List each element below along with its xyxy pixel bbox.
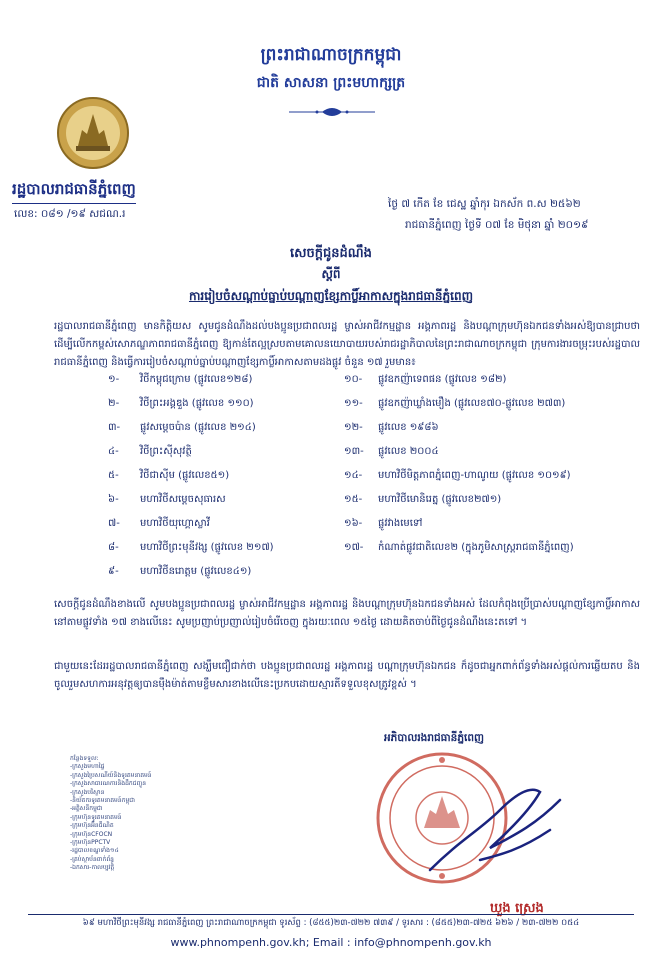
street-number: ១០- [344, 374, 363, 385]
recipients-list [70, 755, 220, 873]
recipient-item: -ក្រុមហ៊ុនCFOCN [70, 830, 113, 838]
street-name: ផ្លូវលេខ ២០០៤ [378, 446, 439, 457]
street-name: ផ្លូវវាងមេទៅ [378, 518, 423, 529]
solar-date: រាជធានីភ្នំពេញ ថ្ងៃទី ០៧ ខែ មិថុនា ឆ្នាំ ២០១៩ [405, 219, 589, 231]
street-name: វិថីព្រះអង្គឌួង (ផ្លូវលេខ ១១០) [140, 398, 254, 409]
street-number: ៧- [108, 518, 120, 529]
recipient-item: -ក្រុមហ៊ុនអ៊ីនធឺណិត [70, 822, 114, 830]
street-number: ១៦- [344, 518, 363, 529]
signatory-title: អភិបាលរងរាជធានីភ្នំពេញ [384, 732, 484, 744]
street-name: មហាវិថីនរោត្តម (ផ្លូវលេខ៤១) [140, 566, 252, 577]
notice-subject: ការរៀបចំសណ្តាប់ធ្នាប់បណ្តាញខ្សែកាប្លិ៍អាកាសក្នុងរាជធានីភ្នំពេញ [188, 289, 473, 303]
street-number: ៩- [108, 566, 119, 577]
street-name: មហាវិថីមិត្តភាពភ្នំពេញ-ហាណូយ (ផ្លូវលេខ ១០១៩) [378, 470, 571, 481]
lunar-date: ថ្ងៃ ៧ កើត ខែ ជេស្ឋ ឆ្នាំកុរ ឯកស័ក ព.ស ២៥៦២ [388, 198, 581, 210]
street-number: ២- [108, 398, 120, 409]
recipient-item: -ក្រសួងសាធារណការនិងដឹកជញ្ជូន [70, 780, 147, 788]
street-number: ១៣- [344, 446, 364, 457]
street-name: ផ្លូវឧកញ៉ាទេពផន (ផ្លូវលេខ ១៨២) [378, 374, 507, 385]
notice-title: សេចក្តីជូនដំណឹង [290, 246, 372, 261]
closing-paragraph: ជាមួយនេះដែររដ្ឋបាលរាជធានីភ្នំពេញ សង្ឃឹមជឿជាក់ថា បងប្អូនប្រជាពលរដ្ឋ អង្គភាពរដ្ឋ បណ្តាក្រុមហ៊ុនឯកជន ក៏ដូចជាអ្នកពាក់ព័ន្ធទាំងអស់ផ្តល់ការឆ្លើយតប និងចូលរួមសហការអនុវត្តឲ្យបានម៉ឺងម៉ាត់តាមខ្លឹមសារខាងលើនេះប្រកបដោយស្មារតីទទួលខុសត្រូវខ្ពស់ ។ [54, 661, 640, 690]
street-name: ផ្លូវលេខ ១៩៨៦ [378, 422, 439, 433]
street-number: ១១- [344, 398, 363, 409]
street-name: មហាវិថីមោនិរេត្ន (ផ្លូវលេខ២៧១) [378, 494, 502, 505]
street-name: មហាវិថីសម្តេចសុធារស [140, 494, 226, 505]
street-name: ផ្លូវឧកញ៉ាឃ្លាំងមឿង (ផ្លូវលេខ៧០-ផ្លូវលេខ ២៧៣) [378, 398, 566, 409]
recipient-item: -គ្រប់ស្ថាប័នពាក់ព័ន្ធ [70, 855, 114, 863]
street-number: ១៤- [344, 470, 363, 481]
street-name: វិថីជាស៊ីម (ផ្លូវលេខ៥១) [140, 470, 230, 481]
footer-website: www.phnompenh.gov.kh; Email : info@phnompenh.gov.kh [170, 936, 492, 949]
street-number: ៦- [108, 494, 119, 505]
intro-paragraph: រដ្ឋបាលរាជធានីភ្នំពេញ មានកិត្តិយស សូមជូនដំណឹងដល់បងប្អូនប្រជាពលរដ្ឋ ម្ចាស់អាជីវកម្មដ្ឋាន អង្គភាពរដ្ឋ និងបណ្តាក្រុមហ៊ុនឯកជនទាំងអស់ឱ្យបានជ្រាបថា ដើម្បីលើកកម្ពស់សោភណ្ឌភាពរាជធានីភ្នំពេញ ឱ្យកាន់តែល្អស្របតាមគោលនយោបាយរបស់រាជរដ្ឋាភិបាលនៃព្រះរាជាណាចក្រកម្ពុជា ក្រុមការងារចម្រុះរបស់រដ្ឋបាលរាជធានីភ្នំពេញ និងធ្វើការរៀបចំសណ្តាប់ធ្នាប់បណ្តាញខ្សែកាប្លិ៍អាកាសតាមដងផ្លូវ ចំនួន ១៧ រួមមាន៖ [54, 321, 640, 368]
handwritten-signature [420, 770, 570, 890]
recipient-item: កន្លែងទទួល: [70, 755, 99, 762]
street-name: វិថីព្រះស៊ីសុវត្ថិ [140, 446, 192, 457]
signatory-name: ឃួង ស្រេង [490, 901, 544, 916]
recipient-item: -ឯកសារ-កាលប្បវត្តិ [70, 864, 115, 872]
street-number: ៥- [108, 470, 119, 481]
recipient-item: -ក្រសួងបរិស្ថាន [70, 788, 105, 796]
street-number: ៤- [108, 446, 119, 457]
instruction-paragraph: សេចក្តីជូនដំណឹងខាងលើ សូមបងប្អូនប្រជាពលរដ្ឋ ម្ចាស់អាជីវកម្មដ្ឋាន អង្គភាពរដ្ឋ និងបណ្តាក្រុមហ៊ុនឯកជនទាំងអស់ ដែលកំពុងប្រើប្រាស់បណ្តាញខ្សែកាប្លិ៍អាកាសនៅតាមផ្លូវទាំង ១៧ ខាងលើនេះ សូមប្រញាប់ប្រញាល់រៀបចំរើចេញ ក្នុងរយៈពេល ១៥ថ្ងៃ ដោយគិតចាប់ពីថ្ងៃជូនដំណឹងនេះតទៅ ។ [54, 599, 640, 628]
street-number: ៣- [108, 422, 121, 433]
street-number: ១៥- [344, 494, 363, 505]
kingdom-heading: ព្រះរាជាណាចក្រកម្ពុជា [260, 45, 402, 65]
notice-about: ស្តីពី [321, 267, 341, 281]
street-name: វិថីកម្ពុជក្រោម (ផ្លូវលេខ១២៨) [140, 374, 253, 385]
office-name: រដ្ឋបាលរាជធានីភ្នំពេញ [12, 180, 136, 204]
street-name: ផ្លូវសម្តេចប៉ាន (ផ្លូវលេខ ២១៤) [140, 422, 256, 433]
recipient-item: -ក្រសួងប្រៃសណីយ៍និងទូរគមនាគមន៍ [70, 771, 152, 779]
recipient-item: -ក្រុមហ៊ុនទូរគមនាគមន៍ [70, 813, 122, 821]
street-number: ៨- [108, 542, 119, 553]
recipient-item: -រដ្ឋបាលខណ្ឌទាំង១៤ [70, 847, 119, 855]
recipient-item: -ក្រសួងមហាផ្ទៃ [70, 763, 105, 771]
national-motto: ជាតិ សាសនា ព្រះមហាក្សត្រ [256, 75, 406, 91]
street-number: ១៧- [344, 542, 364, 553]
street-name: កំណាត់ផ្លូវជាតិលេខ២ (ក្នុងភូមិសាស្ត្ររាជធានីភ្នំពេញ) [378, 542, 574, 553]
recipient-item: -និយ័តករទូរគមនាគមន៍កម្ពុជា [70, 797, 136, 805]
street-number: ១- [108, 374, 120, 385]
street-number: ១២- [344, 422, 363, 433]
reference-number: លេខ: ០៨១ /១៩ សជណ.រ [14, 208, 126, 220]
footer-divider [28, 914, 634, 915]
street-name: មហាវិថីព្រះមុនីវង្ស (ផ្លូវលេខ ២១៧) [140, 542, 274, 553]
street-name: មហាវិថីយុហ្គោស្លាវី [140, 518, 210, 529]
recipient-item: -ក្រុមហ៊ុនPPCTV [70, 839, 111, 847]
footer-address: ៦៩ មហាវិថីព្រះមុនីវង្ស រាជធានីភ្នំពេញ ព្រះរាជាណាចក្រកម្ពុជា ទូរស័ព្ទ : (៨៥៥)២៣-៧២២ ៧៣៩ / ទូរសារ : (៨៥៥)២៣-៧២៥ ៦២៦ / ២៣-៧២២ ០៥៤ [82, 918, 580, 928]
recipient-item: -អគ្គិសនីកម្ពុជា [70, 805, 103, 813]
